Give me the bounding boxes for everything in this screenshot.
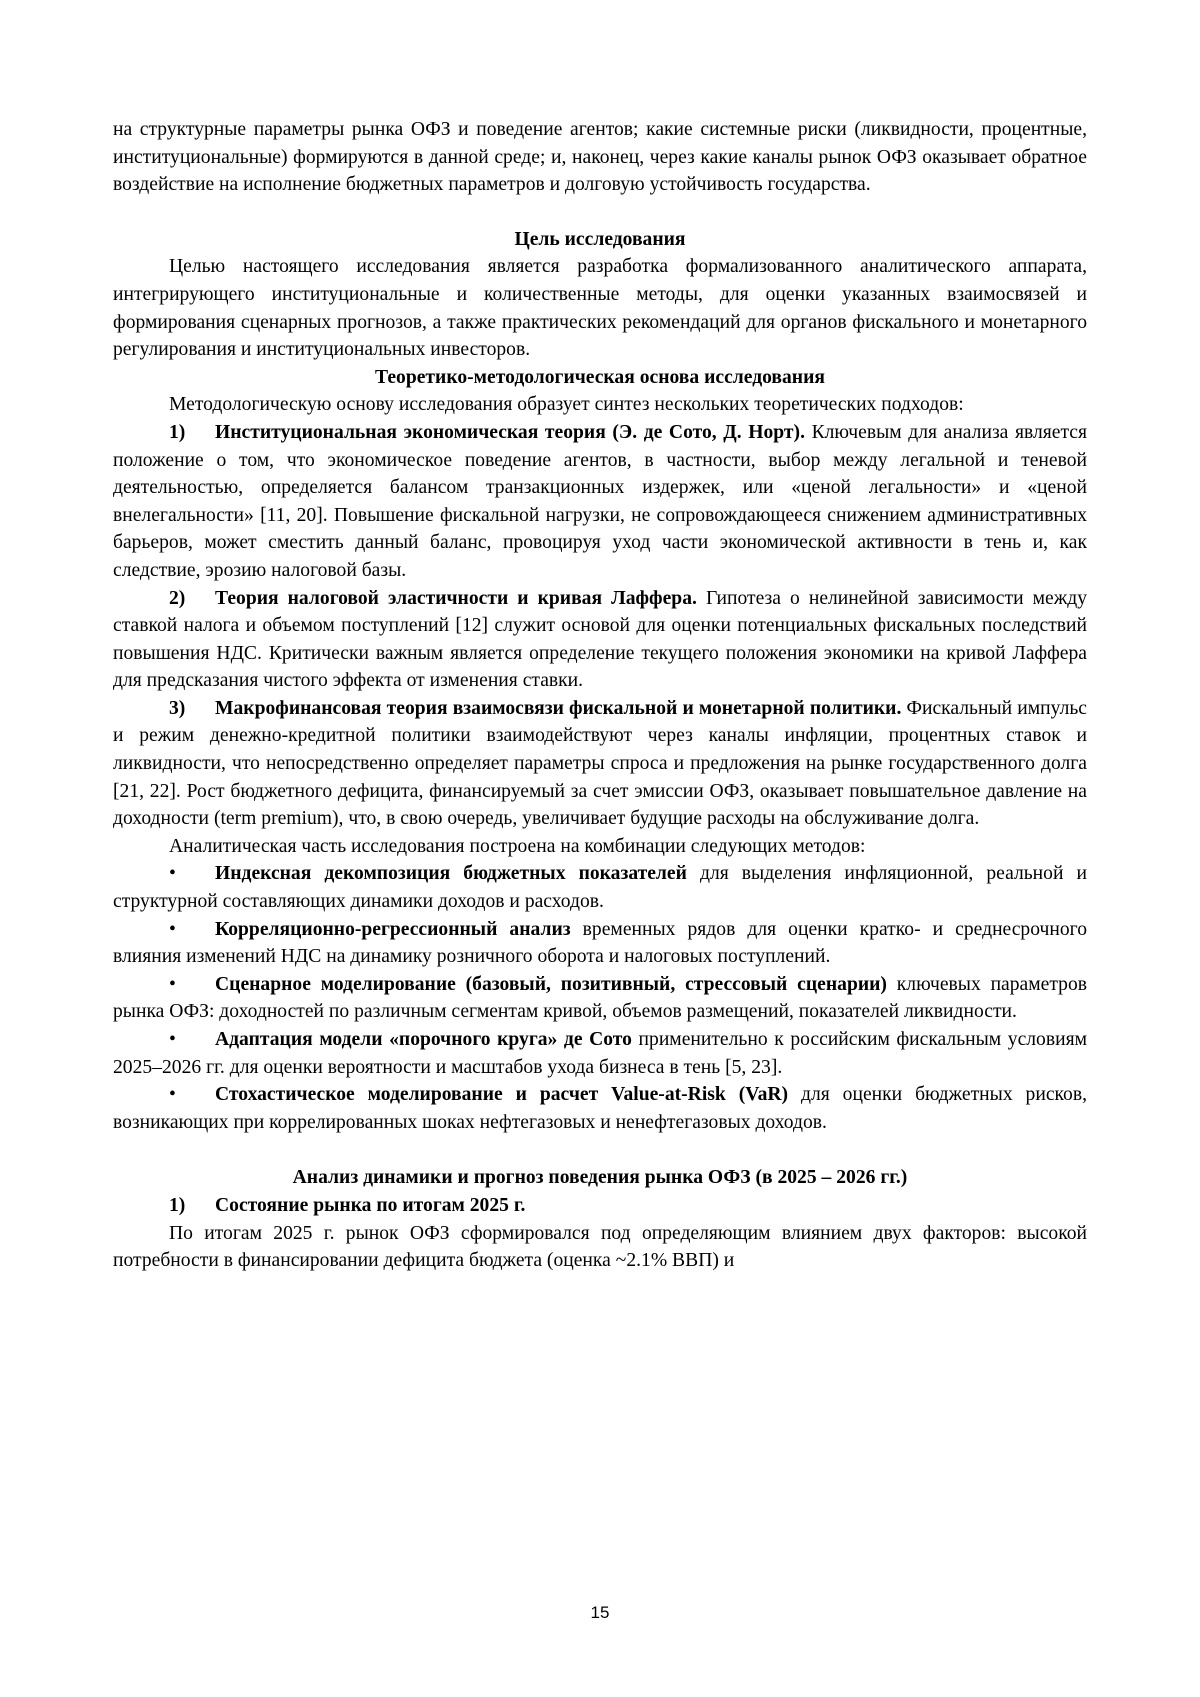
method-item-text: для оценки бюджетных рисков, возникающих при коррелированных шоках нефтегазовых и ненефтегазовых доходов. xyxy=(113,1084,1088,1133)
method-item-2 xyxy=(113,916,1087,971)
theory-item-3 xyxy=(113,695,1087,833)
theory-item-number: 2) xyxy=(169,587,186,609)
analysis-sub-number: 1) xyxy=(169,1194,186,1216)
method-item-title: Адаптация модели «порочного круга» де Сото xyxy=(215,1029,632,1050)
theory-item-text: Ключевым для анализа является положение о том, что экономическое поведение агентов, в частности, выбор между легальной и теневой деятельностью, определяется балансом транзакционных издержек, или «ценой легальности» и «ценой внелегальности» [11, 20]. Повышение фискальной нагрузки, не сопровождающееся снижением административных барьеров, может сместить данный баланс, провоцируя уход части экономической активности в тень и, как следствие, эрозию налоговой базы. xyxy=(113,421,1087,581)
theory-item-title: Теория налоговой эластичности и кривая Лаффера. xyxy=(215,587,697,609)
methods-intro-paragraph: Аналитическая часть исследования построена на комбинации следующих методов: xyxy=(169,835,866,857)
theory-item-title: Макрофинансовая теория взаимосвязи фискальной и монетарной политики. xyxy=(215,697,902,719)
theory-item-title: Институциональная экономическая теория (Э. де Сото, Д. Норт). xyxy=(215,421,805,443)
analysis-paragraph: По итогам 2025 г. рынок ОФЗ сформировался под определяющим влиянием двух факторов: высокой потребности в финансировании дефицита бюджета (оценка ~2.1% ВВП) и xyxy=(113,1222,1087,1272)
theory-heading: Теоретико-методологическая основа исследования xyxy=(375,366,825,388)
theory-item-text: Фискальный импульс и режим денежно-кредитной политики взаимодействуют через каналы инфляции, процентных ставок и ликвидности, что непосредственно определяет параметры спроса и предложения на рынке государственного долга [21, 22]. Рост бюджетного дефицита, финансируемый за счет эмиссии ОФЗ, оказывает повышательное давление на доходности (term premium), что, в свою очередь, увеличивает будущие расходы на обслуживание долга. xyxy=(113,697,1087,830)
analysis-heading: Анализ динамики и прогноз поведения рынка ОФЗ (в 2025 – 2026 гг.) xyxy=(292,1167,908,1189)
intro-paragraph: на структурные параметры рынка ОФЗ и поведение агентов; какие системные риски (ликвидности, процентные, институциональные) формируются в данной среде; и, наконец, через какие каналы рынок ОФЗ оказывает обратное воздействие на исполнение бюджетных параметров и долговую устойчивость государства. xyxy=(113,119,1087,196)
theory-item-2 xyxy=(113,585,1087,695)
method-item-text: временных рядов для оценки кратко- и среднесрочного влияния изменений НДС на динамику розничного оборота и налоговых поступлений. xyxy=(113,918,1088,968)
method-item-title: Корреляционно-регрессионный анализ xyxy=(215,918,571,940)
method-item-text: применительно к российским фискальным условиям 2025–2026 гг. для оценки вероятности и масштабов ухода бизнеса в тень [5, 23]. xyxy=(113,1029,1087,1078)
bullet-icon: • xyxy=(169,1029,176,1050)
bullet-icon: • xyxy=(169,863,176,885)
bullet-icon: • xyxy=(169,973,176,995)
method-item-3 xyxy=(113,971,1087,1026)
theory-item-number: 1) xyxy=(169,421,186,443)
bullet-icon: • xyxy=(169,918,176,940)
theory-item-1 xyxy=(113,419,1087,585)
method-item-4 xyxy=(113,1026,1087,1081)
analysis-sub-title: Состояние рынка по итогам 2025 г. xyxy=(215,1194,526,1216)
method-item-title: Индексная декомпозиция бюджетных показателей xyxy=(215,863,687,885)
theory-item-text: Гипотеза о нелинейной зависимости между ставкой налога и объемом поступлений [12] служит основой для оценки потенциальных фискальных последствий повышения НДС. Критически важным является определение текущего положения экономики на кривой Лаффера для предсказания чистого эффекта от изменения ставки. xyxy=(113,587,1087,692)
method-item-text: ключевых параметров рынка ОФЗ: доходностей по различным сегментам кривой, объемов размещений, показателей ликвидности. xyxy=(113,973,1087,1023)
page-number: 15 xyxy=(590,1603,610,1622)
analysis-subheading xyxy=(113,1192,1087,1220)
method-item-5 xyxy=(113,1081,1087,1136)
page-content xyxy=(113,116,1087,1275)
method-item-title: Стохастическое моделирование и расчет Value-at-Risk (VaR) xyxy=(215,1084,789,1106)
theory-intro-paragraph: Методологическую основу исследования образует синтез нескольких теоретических подходов: xyxy=(169,394,964,416)
bullet-icon: • xyxy=(169,1084,176,1106)
theory-item-number: 3) xyxy=(169,697,186,719)
goal-paragraph: Целью настоящего исследования является разработка формализованного аналитического аппарата, интегрирующего институциональные и количественные методы, для оценки указанных взаимосвязей и формирования сценарных прогнозов, а также практических рекомендаций для органов фискального и монетарного регулирования и институциональных инвесторов. xyxy=(113,256,1087,361)
method-item-title: Сценарное моделирование (базовый, позитивный, стрессовый сценарии) xyxy=(215,973,887,995)
method-item-text: для выделения инфляционной, реальной и структурной составляющих динамики доходов и расходов. xyxy=(113,863,1087,913)
method-item-1 xyxy=(113,860,1087,915)
goal-heading: Цель исследования xyxy=(514,228,686,250)
